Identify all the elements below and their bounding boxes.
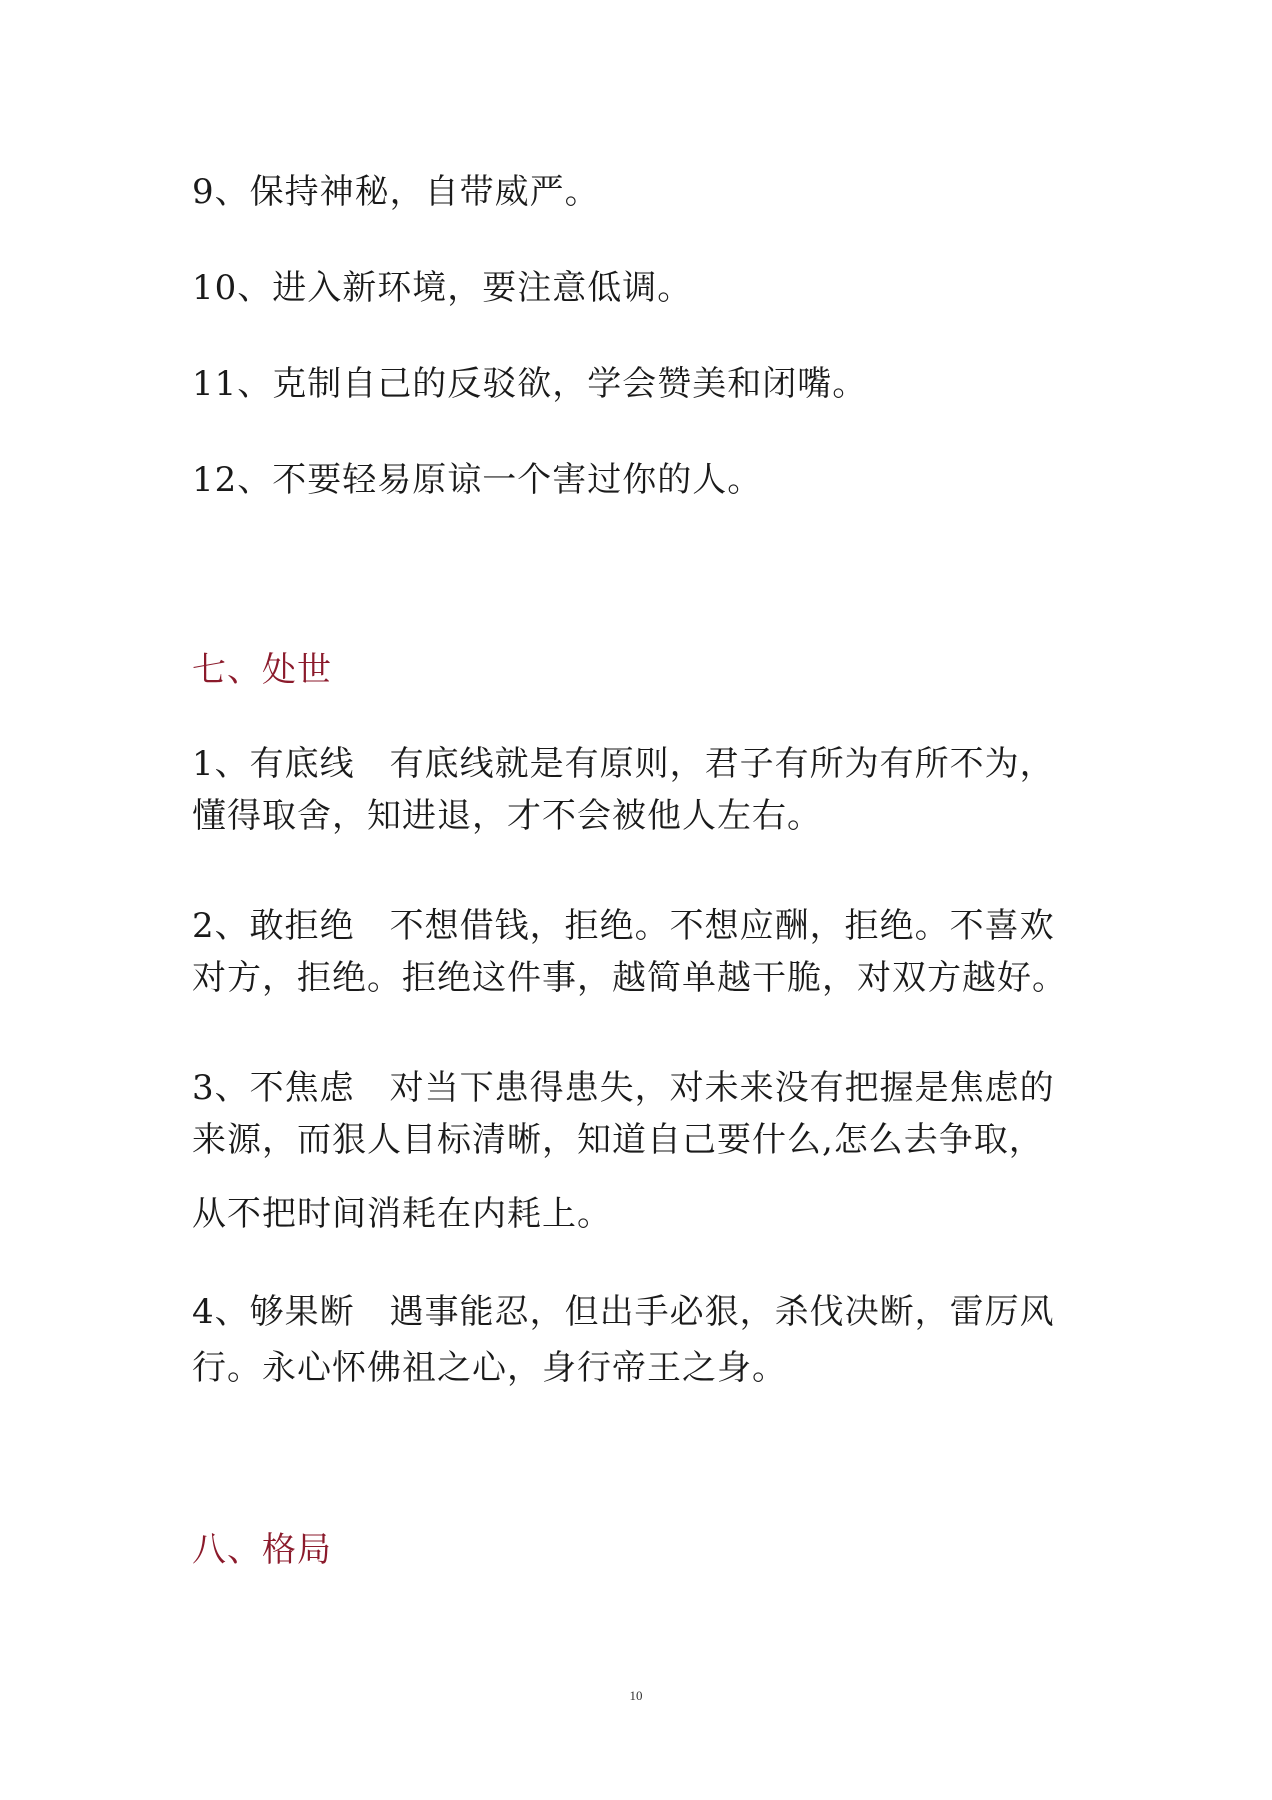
paragraph-line: 2、敢拒绝 不想借钱，拒绝。不想应酬，拒绝。不喜欢 xyxy=(192,906,1055,946)
paragraph-line: 从不把时间消耗在内耗上。 xyxy=(192,1194,612,1234)
list-item-12: 12、不要轻易原谅一个害过你的人。 xyxy=(192,460,763,500)
paragraph-line: 4、够果断 遇事能忍，但出手必狠，杀伐决断，雷厉风 xyxy=(192,1292,1055,1332)
section7-item-1 xyxy=(192,738,1092,842)
list-item-10: 10、进入新环境，要注意低调。 xyxy=(192,268,693,308)
paragraph-line: 行。永心怀佛祖之心，身行帝王之身。 xyxy=(192,1348,787,1388)
paragraph-line: 来源，而狠人目标清晰，知道自己要什么,怎么去争取， xyxy=(192,1120,1044,1160)
page-number: 10 xyxy=(629,1688,643,1703)
section-heading-8: 八、格局 xyxy=(192,1530,332,1570)
section7-item-2 xyxy=(192,900,1092,1004)
section7-item-4 xyxy=(192,1284,1092,1396)
list-item-9: 9、保持神秘，自带威严。 xyxy=(192,172,600,212)
paragraph-line: 3、不焦虑 对当下患得患失，对未来没有把握是焦虑的 xyxy=(192,1068,1055,1108)
paragraph-line: 1、有底线 有底线就是有原则，君子有所为有所不为， xyxy=(192,744,1055,784)
paragraph-line: 懂得取舍，知进退，才不会被他人左右。 xyxy=(192,796,822,836)
section7-item-3 xyxy=(192,1062,1092,1240)
section-heading-7: 七、处世 xyxy=(192,650,332,690)
list-item-11: 11、克制自己的反驳欲，学会赞美和闭嘴。 xyxy=(192,364,868,404)
paragraph-line: 对方，拒绝。拒绝这件事，越简单越干脆，对双方越好。 xyxy=(192,958,1067,998)
